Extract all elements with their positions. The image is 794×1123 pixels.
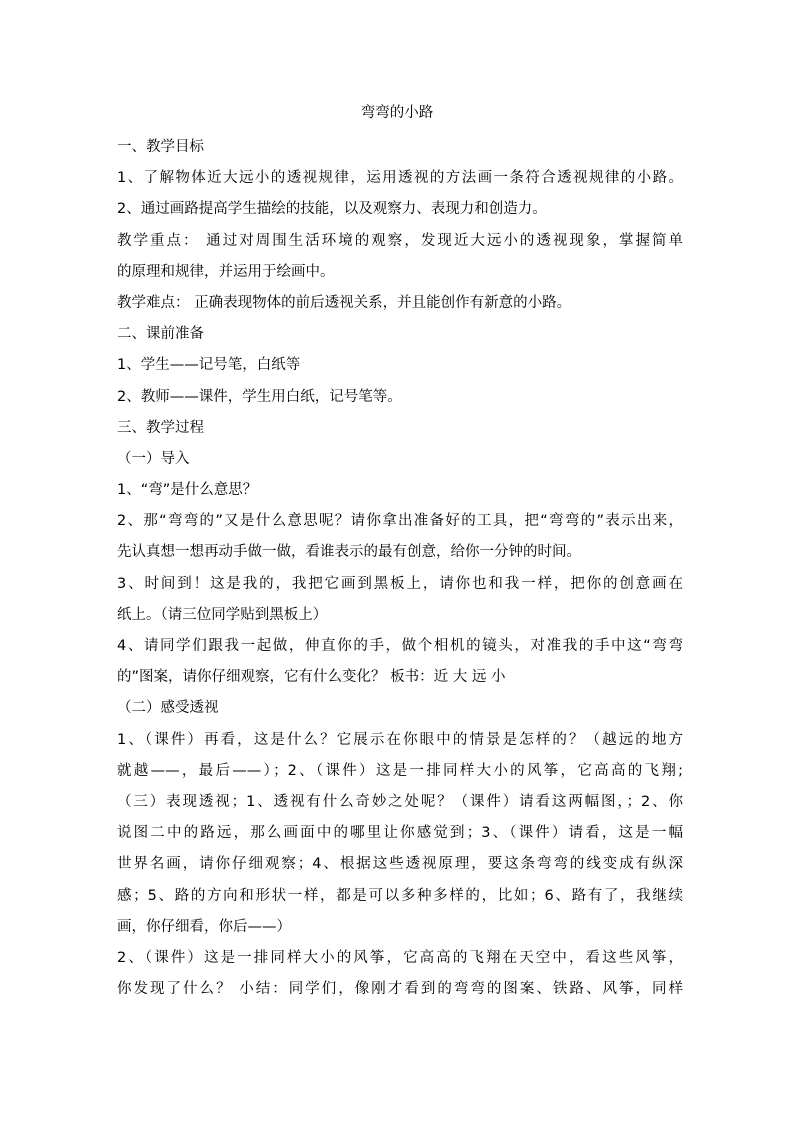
text-line: 教学难点： 正确表现物体的前后透视关系，并且能创作有新意的小路。 xyxy=(117,294,572,311)
text-line: 1、（课件）再看，这是什么？它展示在你眼中的情景是怎样的？（越远的地方 xyxy=(117,731,683,748)
text-line: 先认真想一想再动手做一做，看谁表示的最有创意，给你一分钟的时间。 xyxy=(117,544,581,561)
text-line: 三、教学过程 xyxy=(117,419,204,436)
text-line: 1、了解物体近大远小的透视规律，运用透视的方法画一条符合透视规律的小路。 xyxy=(117,170,683,187)
text-line: 1、“弯”是什么意思？ xyxy=(117,482,258,499)
text-line: 二、课前准备 xyxy=(117,326,204,343)
text-line: 的”图案，请你仔细观察，它有什么变化？ 板书：近 大 远 小 xyxy=(117,669,506,686)
document-title: 弯弯的小路 xyxy=(360,105,434,121)
text-line: 一、教学目标 xyxy=(117,139,204,155)
text-line: 1、学生——记号笔，白纸等 xyxy=(117,357,301,374)
text-line: （三）表现透视；1、透视有什么奇妙之处呢？（课件）请看这两幅图，；2、你 xyxy=(117,793,683,810)
text-line: 说图二中的路远，那么画面中的哪里让你感觉到；3、（课件）请看，这是一幅 xyxy=(117,825,683,842)
text-line: 就越——，最后——）；2、（课件）这是一排同样大小的风筝，它高高的飞翔; xyxy=(117,762,683,779)
text-line: 3、时间到！这是我的，我把它画到黑板上，请你也和我一样，把你的创意画在 xyxy=(117,575,683,592)
text-line: 教学重点： 通过对周围生活环境的观察，发现近大远小的透视现象，掌握简单 xyxy=(117,232,683,249)
document-body xyxy=(117,132,683,1005)
text-line: （一）导入 xyxy=(117,450,190,467)
text-line: 你发现了什么？ 小结：同学们，像刚才看到的弯弯的图案、铁路、风筝，同样 xyxy=(117,981,683,998)
text-line: 2、（课件）这是一排同样大小的风筝，它高高的飞翔在天空中，看这些风筝， xyxy=(117,949,683,966)
text-line: 感；5、路的方向和形状一样，都是可以多种多样的，比如；6、路有了，我继续 xyxy=(117,887,683,904)
text-line: 2、教师——课件，学生用白纸，记号笔等。 xyxy=(117,388,402,405)
text-line: 画，你仔细看，你后——） xyxy=(117,918,291,935)
text-line: 纸上。（请三位同学贴到黑板上） xyxy=(117,606,328,623)
text-line: （二）感受透视 xyxy=(117,700,219,717)
text-line: 2、那“弯弯的”又是什么意思呢？请你拿出准备好的工具，把“弯弯的”表示出来， xyxy=(117,513,683,530)
text-line: 世界名画，请你仔细观察；4、根据这些透视原理，要这条弯弯的线变成有纵深 xyxy=(117,856,683,873)
text-line: 的原理和规律，并运用于绘画中。 xyxy=(117,263,335,280)
text-line: 2、通过画路提高学生描绘的技能，以及观察力、表现力和创造力。 xyxy=(117,201,547,218)
text-line: 4、请同学们跟我一起做，伸直你的手，做个相机的镜头，对准我的手中这“弯弯 xyxy=(117,638,683,654)
